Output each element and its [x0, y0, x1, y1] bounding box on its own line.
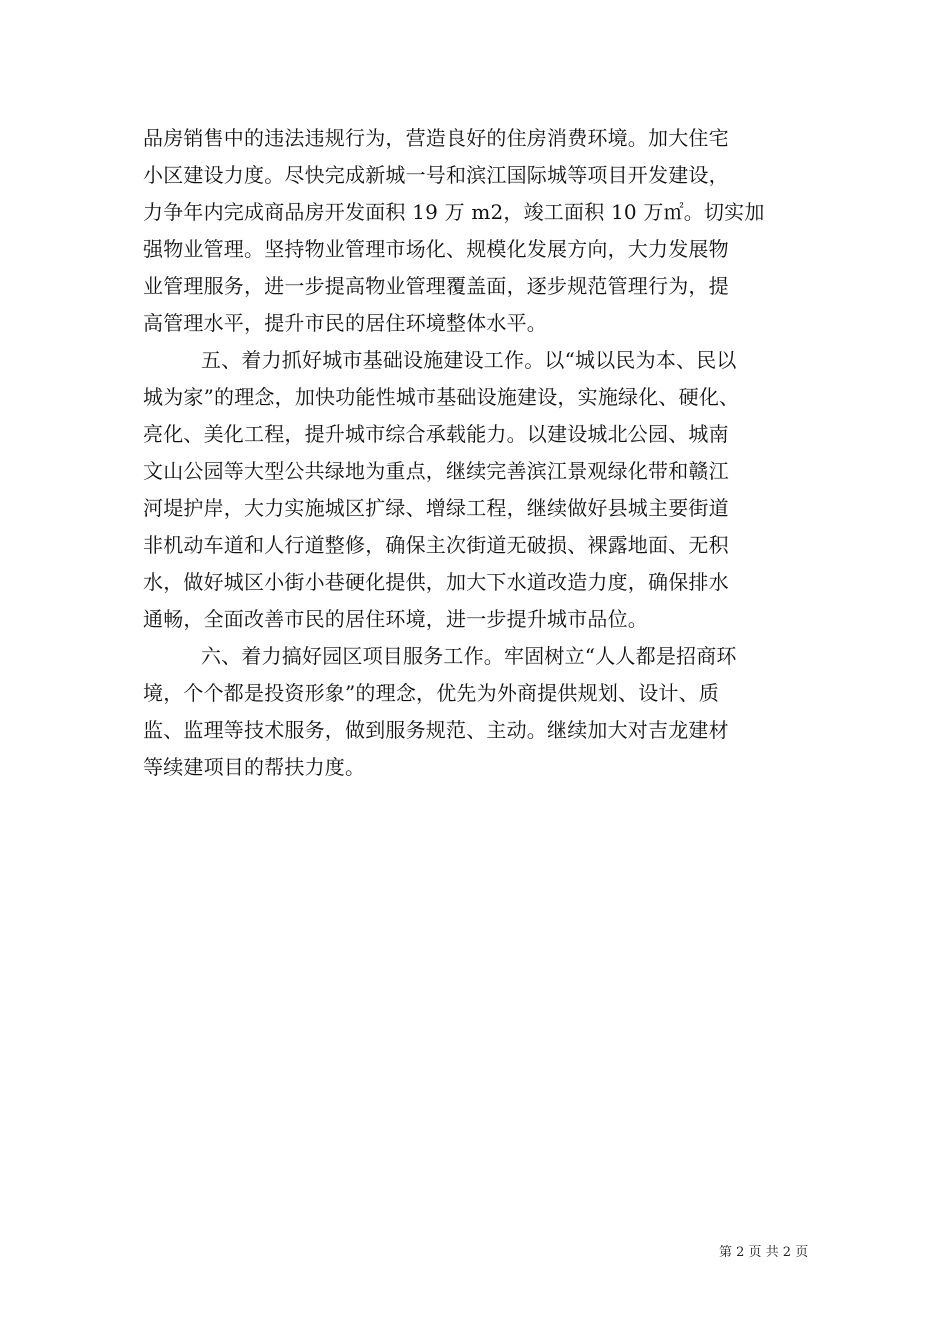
body-text [143, 120, 808, 786]
text-line: 河堤护岸，大力实施城区扩绿、增绿工程，继续做好县城主要街道 [143, 496, 729, 520]
text-line: 高管理水平，提升市民的居住环境整体水平。 [143, 311, 547, 335]
text-line: 文山公园等大型公共绿地为重点，继续完善滨江景观绿化带和赣江 [143, 459, 729, 483]
text-line: 亮化、美化工程，提升城市综合承载能力。以建设城北公园、城南 [143, 422, 729, 446]
text-line: 监、监理等技术服务，做到服务规范、主动。继续加大对吉龙建材 [143, 718, 729, 742]
text-line: 非机动车道和人行道整修，确保主次街道无破损、裸露地面、无积 [143, 533, 729, 557]
text-line: 小区建设力度。尽快完成新城一号和滨江国际城等项目开发建设， [143, 163, 729, 187]
text-line: 通畅，全面改善市民的居住环境，进一步提升城市品位。 [143, 607, 648, 631]
text-line: 业管理服务，进一步提高物业管理覆盖面，逐步规范管理行为，提 [143, 274, 729, 298]
text-line: 水，做好城区小街小巷硬化提供，加大下水道改造力度，确保排水 [143, 570, 729, 594]
text-line: 境，个个都是投资形象”的理念，优先为外商提供规划、设计、质 [143, 681, 720, 705]
text-line: 城为家”的理念，加快功能性城市基础设施建设，实施绿化、硬化、 [143, 385, 740, 409]
paragraph-heading-five: 五、着力抓好城市基础设施建设工作。以“城以民为本、民以 [201, 348, 737, 372]
text-line: 强物业管理。坚持物业管理市场化、规模化发展方向，大力发展物 [143, 237, 729, 261]
text-line: 等续建项目的帮扶力度。 [143, 755, 366, 779]
paragraph-heading-six: 六、着力搞好园区项目服务工作。牢固树立“人人都是招商环 [201, 644, 737, 668]
text-line: 力争年内完成商品房开发面积 19 万 m2，竣工面积 10 万㎡。切实加 [143, 200, 765, 224]
text-line: 品房销售中的违法违规行为，营造良好的住房消费环境。加大住宅 [143, 126, 729, 150]
page-number-footer: 第 2 页 共 2 页 [719, 1245, 809, 1260]
